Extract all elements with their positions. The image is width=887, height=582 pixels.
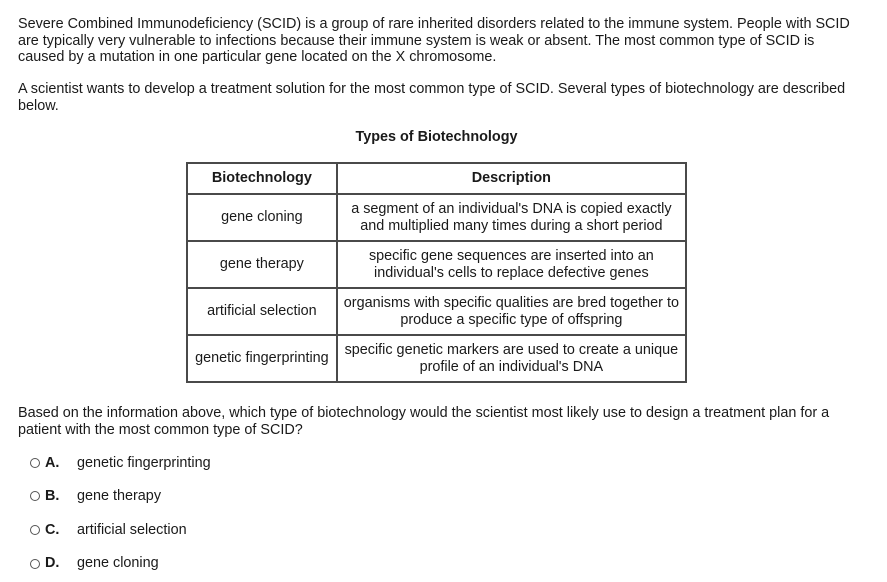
row-name: gene therapy xyxy=(187,241,337,288)
choice-text: artificial selection xyxy=(77,521,187,538)
choice-a[interactable] xyxy=(30,446,211,480)
table-row xyxy=(187,335,686,382)
table-header-row xyxy=(187,163,686,194)
choice-letter: A. xyxy=(45,454,60,471)
choice-letter: C. xyxy=(45,521,60,538)
table-row xyxy=(187,288,686,335)
choice-c[interactable] xyxy=(30,513,211,547)
table-title: Types of Biotechnology xyxy=(355,129,518,145)
radio-button-icon[interactable] xyxy=(30,525,40,535)
radio-button-icon[interactable] xyxy=(30,559,40,569)
header-biotechnology: Biotechnology xyxy=(187,163,337,194)
row-description: specific gene sequences are inserted into an individual's cells to replace defective genes xyxy=(337,241,686,288)
choice-text: gene cloning xyxy=(77,555,159,572)
row-name: artificial selection xyxy=(187,288,337,335)
row-name: genetic fingerprinting xyxy=(187,335,337,382)
choice-b[interactable] xyxy=(30,480,211,514)
choice-text: genetic fingerprinting xyxy=(77,454,211,471)
question-text: Based on the information above, which type of biotechnology would the scientist most likely use to design a treatment plan for a patient with the most common type of SCID? xyxy=(18,405,830,438)
radio-button-icon[interactable] xyxy=(30,458,40,468)
choice-letter: B. xyxy=(45,488,60,505)
header-description: Description xyxy=(337,163,686,194)
row-description: a segment of an individual's DNA is copied exactly and multiplied many times during a short period xyxy=(337,194,686,241)
intro-paragraph-1: Severe Combined Immunodeficiency (SCID) is a group of rare inherited disorders related to the immune system. People with SCID are typically very vulnerable to infections because their immune system is weak or absent. The most common type of SCID is caused by a mutation in one particular gene located on the X chromosome. xyxy=(18,16,850,65)
biotechnology-table xyxy=(186,162,687,383)
choice-letter: D. xyxy=(45,555,60,572)
table-row xyxy=(187,241,686,288)
choice-text: gene therapy xyxy=(77,488,162,505)
table-row xyxy=(187,194,686,241)
choice-d[interactable] xyxy=(30,547,211,581)
row-description: specific genetic markers are used to create a unique profile of an individual's DNA xyxy=(337,335,686,382)
answer-choices xyxy=(30,446,211,580)
intro-paragraph-2: A scientist wants to develop a treatment solution for the most common type of SCID. Several types of biotechnology are described below. xyxy=(18,81,846,114)
row-description: organisms with specific qualities are bred together to produce a specific type of offspring xyxy=(337,288,686,335)
row-name: gene cloning xyxy=(187,194,337,241)
radio-button-icon[interactable] xyxy=(30,491,40,501)
